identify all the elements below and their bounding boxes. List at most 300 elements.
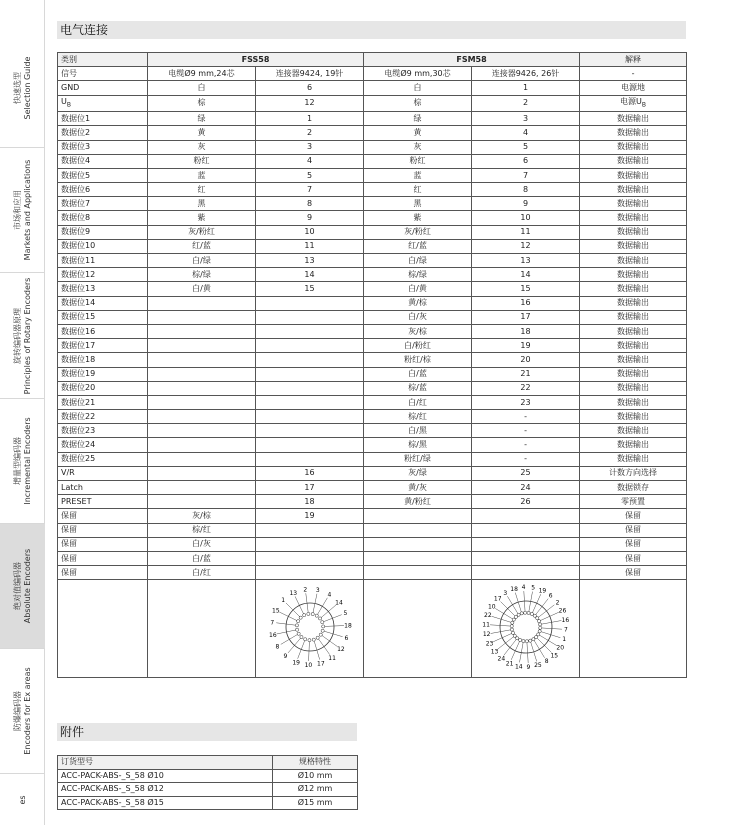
pin-label: 8 [274,643,279,651]
pin-lead [279,612,298,621]
table-cell: 保留 [580,537,687,551]
pin-label: 9 [283,652,287,660]
side-tab-label-en: Principles of Rotary Encoders [22,277,32,394]
pin-label: 19 [538,587,546,595]
pin-dot [315,614,318,617]
pin-dot [318,617,321,620]
table-cell: 数据输出 [580,225,687,239]
pin-label: 18 [509,585,518,593]
table-cell: 黄 [148,126,256,140]
pin-lead [490,629,511,633]
table-cell: 7 [472,168,580,182]
table-cell: 数据位5 [58,168,148,182]
pin-label: 9 [526,663,530,671]
table-cell: 数据输出 [580,268,687,282]
pin-label: 1 [280,596,285,604]
side-tab-label-en: Incremental Encoders [22,417,32,505]
table-cell: 棕/绿 [364,268,472,282]
diagram-empty-cell [58,580,148,678]
table-cell: 白/灰 [148,537,256,551]
pin-label: 15 [271,607,280,615]
pin-label: 17 [493,595,502,603]
pin-lead [316,598,327,616]
table-cell: 24 [472,481,580,495]
table-cell [148,395,256,409]
pin-dot [510,621,513,624]
table-cell: 数据位9 [58,225,148,239]
side-tab-label-en: Selection Guide [22,56,32,119]
pin-dot [528,639,531,642]
pin-dot [295,628,298,631]
table-subheader-row [58,67,687,81]
table-cell [256,339,364,353]
table-cell: 5 [472,140,580,154]
table-cell: 粉红 [364,154,472,168]
side-tab-label-cn: 市场和应用 [12,190,22,231]
acc-row [58,769,358,783]
pin-lead [538,634,557,645]
table-cell [148,410,256,424]
table-cell: 数据位1 [58,112,148,126]
table-cell: 数据位13 [58,282,148,296]
pin-label: 14 [334,599,343,607]
table-cell: 数据输出 [580,296,687,310]
table-cell: 23 [472,395,580,409]
table-row [58,197,687,211]
side-tab-label-cn: 旋转编码器原理 [12,307,22,364]
table-row [58,154,687,168]
pin-label: 6 [548,592,553,600]
table-cell: 灰/粉红 [148,225,256,239]
table-cell: 数据输出 [580,183,687,197]
pin-dot [320,620,323,623]
table-cell: 3 [256,140,364,154]
pin-label: 10 [487,603,496,611]
table-cell: 保留 [580,551,687,565]
accessories-table [57,755,358,810]
table-cell [256,537,364,551]
pin-lead [511,640,520,660]
table-cell: 10 [256,225,364,239]
table-cell: 蓝 [364,168,472,182]
table-cell [148,481,256,495]
table-cell: 紫 [364,211,472,225]
connector-diagram-row [58,580,687,678]
table-cell: PRESET [58,495,148,509]
table-cell: 18 [472,324,580,338]
table-cell: 数据位22 [58,410,148,424]
connector-26pin-diagram [472,580,580,678]
table-row [58,310,687,324]
table-cell [256,438,364,452]
acc-header-order-no: 订货型号 [58,756,273,770]
table-cell: GND [58,81,148,95]
table-cell: 绿 [148,112,256,126]
pin-lead [280,634,298,645]
table-cell: 数据输出 [580,452,687,466]
side-tab-label-en: Encoders for Ex areas [22,667,32,755]
table-cell: 19 [472,339,580,353]
pin-lead [540,620,561,624]
table-cell: 白/绿 [364,254,472,268]
table-cell: 数据位25 [58,452,148,466]
pin-dot [525,640,528,643]
subheader-cell: 连接器9424, 19针 [256,67,364,81]
pin-dot [535,616,538,619]
pin-dot [518,638,521,641]
table-cell: 红 [148,183,256,197]
pin-dot [316,636,319,639]
pin-lead [490,625,512,626]
table-cell: 数据位14 [58,296,148,310]
table-cell: 数据输出 [580,324,687,338]
pin-label: 22 [483,611,492,619]
side-tab-label-cn: 绝对值编码器 [12,562,22,611]
table-cell: 10 [472,211,580,225]
table-cell: 15 [256,282,364,296]
table-cell: 黑 [364,197,472,211]
pin-lead [285,603,300,618]
table-cell [256,324,364,338]
pin-label: 16 [561,616,569,624]
table-cell: 数据输出 [580,126,687,140]
table-cell [472,551,580,565]
table-cell [256,566,364,580]
acc-cell: ACC-PACK-ABS-_S_58 Ø12 [58,783,273,797]
pin-label: 13 [490,648,498,656]
pin-label: 5 [342,610,347,618]
table-cell: 数据位21 [58,395,148,409]
pin-lead [288,637,301,653]
pin-dot [536,633,539,636]
table-cell [472,537,580,551]
table-row [58,296,687,310]
table-cell: 20 [472,353,580,367]
table-row [58,381,687,395]
table-cell: 保留 [58,551,148,565]
table-cell: 保留 [580,509,687,523]
table-cell: 9 [256,211,364,225]
pin-lead [540,628,562,629]
side-tab-absolute[interactable] [0,524,45,649]
pin-lead [533,639,544,658]
pin-lead [493,633,513,642]
table-cell [364,551,472,565]
table-cell [148,353,256,367]
table-cell: 灰/粉红 [364,225,472,239]
table-cell: 红/蓝 [364,239,472,253]
subheader-cell: 信号 [58,67,148,81]
table-cell: $U_B$ [58,95,148,112]
table-cell: 数据位7 [58,197,148,211]
table-cell: 数据输出 [580,410,687,424]
pin-label: 3 [315,586,320,594]
table-cell: 2 [256,126,364,140]
pin-dot [521,639,524,642]
table-row [58,537,687,551]
pin-label: 21 [505,660,513,668]
pin-label: 2 [302,586,307,594]
pin-lead [320,635,337,647]
pin-dot [511,631,514,634]
table-cell: 26 [472,495,580,509]
side-tab-label-cn: 增量型编码器 [12,437,22,486]
table-cell [256,381,364,395]
header-fsm58: FSM58 [364,53,580,67]
table-row [58,112,687,126]
table-row [58,509,687,523]
side-navigation [0,0,45,825]
table-cell: 7 [256,183,364,197]
table-cell [256,452,364,466]
table-cell: 数据输出 [580,424,687,438]
table-cell: - [472,452,580,466]
pin-lead [317,638,329,655]
side-tab-principles[interactable] [0,273,45,399]
pin-lead [322,614,341,622]
table-cell: 11 [256,239,364,253]
table-cell [256,551,364,565]
table-cell: 14 [256,268,364,282]
connector-19pin-diagram [256,580,364,678]
pin-dot [517,613,520,616]
table-cell: 数据位6 [58,183,148,197]
table-cell: 灰/棕 [148,509,256,523]
table-cell: 6 [472,154,580,168]
table-cell: 数据输出 [580,254,687,268]
table-cell [148,310,256,324]
table-cell [148,296,256,310]
side-tab-partial[interactable] [0,774,45,825]
pin-dot [534,635,537,638]
table-row [58,367,687,381]
section-title-accessories: 附件 [57,723,357,741]
table-cell [256,424,364,438]
pin-dot [510,628,513,631]
pin-lead [526,641,527,663]
table-cell [256,353,364,367]
pin-label: 14 [514,663,523,671]
table-row [58,126,687,140]
subscript: B [66,101,71,109]
pin-dot [299,635,302,638]
side-tab-incremental[interactable] [0,399,45,524]
table-row [58,410,687,424]
table-cell: 电源$U_B$ [580,95,687,112]
table-cell: 棕 [148,95,256,112]
table-cell [256,410,364,424]
table-cell: 蓝 [148,168,256,182]
table-cell [472,509,580,523]
table-cell: 18 [256,495,364,509]
section-title-electrical: 电气连接 [57,21,686,39]
table-cell: 数据位12 [58,268,148,282]
table-cell: 黄/粉红 [364,495,472,509]
table-cell: 电源地 [580,81,687,95]
pin-dot [303,638,306,641]
table-cell: 数据输出 [580,310,687,324]
table-cell: 白/粉红 [364,339,472,353]
pin-label: 15 [549,652,558,660]
pin-label: 8 [544,658,549,666]
pin-label: 26 [558,607,566,615]
pin-dot [302,613,305,616]
pin-dot [512,618,515,621]
table-cell: 白/绿 [148,254,256,268]
pin-label: 12 [482,631,490,639]
pin-lead [531,594,540,614]
table-cell: 2 [472,95,580,112]
pin-label: 11 [327,654,336,662]
pin-lead [320,605,336,618]
table-cell: 21 [472,367,580,381]
table-cell: 13 [256,254,364,268]
table-row [58,254,687,268]
pin-label: 13 [288,589,297,597]
table-cell: V/R [58,466,148,480]
table-cell: 数据输出 [580,211,687,225]
table-cell: 数据输出 [580,112,687,126]
pin-dot [306,612,309,615]
table-cell: 灰/绿 [364,466,472,480]
table-cell [256,395,364,409]
table-cell: 白/黑 [364,424,472,438]
table-cell: 6 [256,81,364,95]
table-cell: 棕/绿 [148,268,256,282]
pin-dot [523,611,526,614]
pin-label: 1 [561,635,566,643]
table-cell: 1 [256,112,364,126]
table-cell: 红/蓝 [148,239,256,253]
table-row [58,452,687,466]
pin-dot [526,611,529,614]
table-cell: 棕/蓝 [364,381,472,395]
diagram-empty-cell [364,580,472,678]
pin-lead [497,636,514,649]
table-cell [472,566,580,580]
table-cell: 白 [364,81,472,95]
table-cell: 数据位24 [58,438,148,452]
pin-label: 4 [327,591,331,599]
pin-dot [531,637,534,640]
table-cell: 8 [256,197,364,211]
table-cell: 数据位20 [58,381,148,395]
pin-lead [539,612,559,621]
table-cell [148,381,256,395]
pin-label: 10 [304,661,312,669]
table-cell: 13 [472,254,580,268]
pin-dot [514,615,517,618]
table-cell: 灰 [364,140,472,154]
table-cell: 白/黄 [148,282,256,296]
table-row [58,168,687,182]
table-cell: 14 [472,268,580,282]
pin-label: 7 [563,626,568,634]
table-cell: 计数方向选择 [580,466,687,480]
table-cell: 灰/棕 [364,324,472,338]
table-cell: 保留 [580,566,687,580]
table-cell [148,452,256,466]
acc-cell: ACC-PACK-ABS-_S_58 Ø15 [58,796,273,810]
table-row [58,551,687,565]
table-header-row [58,53,687,67]
pin-label: 7 [269,619,274,627]
table-cell: 保留 [58,537,148,551]
table-cell [148,424,256,438]
table-cell: 黑 [148,197,256,211]
table-cell [148,495,256,509]
pin-label: 6 [344,634,348,642]
table-cell [364,509,472,523]
pin-label: 16 [268,631,277,639]
table-cell [148,438,256,452]
side-tab-markets[interactable] [0,148,45,273]
table-cell: 8 [472,183,580,197]
acc-cell: Ø12 mm [273,783,358,797]
pin-label: 19 [291,659,300,667]
table-cell: 白/蓝 [148,551,256,565]
side-tab-label-cn: 防爆编码器 [12,691,22,731]
table-row [58,282,687,296]
table-cell: 棕/红 [148,523,256,537]
acc-header-row [58,756,358,770]
table-cell [256,523,364,537]
table-cell: 数据输出 [580,282,687,296]
table-cell: 5 [256,168,364,182]
pin-dot [513,634,516,637]
table-cell: 粉红/绿 [364,452,472,466]
side-tab-ex-areas[interactable] [0,649,45,774]
table-cell: 1 [472,81,580,95]
table-cell: 零预置 [580,495,687,509]
pin-lead [503,638,516,655]
header-explanation: 解释 [580,53,687,67]
pin-dot [321,629,324,632]
diagram-empty-cell [580,580,687,678]
table-cell: 紫 [148,211,256,225]
table-row [58,211,687,225]
table-cell [256,367,364,381]
table-cell [364,523,472,537]
pin-dot [312,638,315,641]
table-cell: 棕/红 [364,410,472,424]
table-cell: 数据位16 [58,324,148,338]
acc-row [58,783,358,797]
table-cell: 数据锁存 [580,481,687,495]
side-tab-label-cn: 快速选型 [12,71,22,104]
table-cell: 25 [472,466,580,480]
table-cell: 粉红/棕 [364,353,472,367]
table-cell: 数据位10 [58,239,148,253]
table-row [58,523,687,537]
side-tab-label-en: Absolute Encoders [22,548,32,624]
acc-header-spec: 规格特性 [273,756,358,770]
header-fss58: FSS58 [148,53,364,67]
pin-label: 24 [497,655,505,663]
table-cell: 白/黄 [364,282,472,296]
table-cell: 黄/灰 [364,481,472,495]
side-tab-selection-guide[interactable] [0,28,45,148]
table-row [58,324,687,338]
table-cell: 保留 [58,523,148,537]
table-cell [148,324,256,338]
pin-label: 17 [316,660,325,668]
table-cell: 数据位8 [58,211,148,225]
table-cell: 11 [472,225,580,239]
table-row [58,424,687,438]
pin-lead [495,608,514,619]
pin-lead [295,596,304,615]
